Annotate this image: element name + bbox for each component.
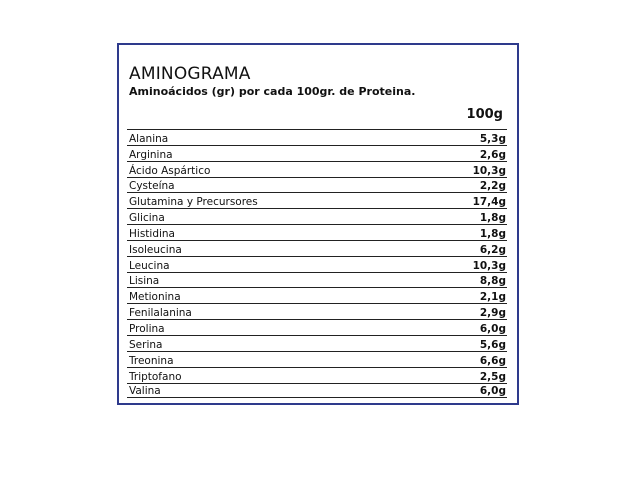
table-row bbox=[127, 192, 507, 208]
amino-name: Histidina bbox=[129, 227, 175, 240]
amino-value: 2,2g bbox=[479, 180, 506, 193]
amino-name: Fenilalanina bbox=[129, 307, 192, 320]
amino-value: 6,6g bbox=[479, 354, 506, 367]
amino-name: Triptofano bbox=[129, 370, 182, 383]
amino-name: Valina bbox=[129, 385, 161, 398]
amino-name: Treonina bbox=[129, 354, 174, 367]
amino-name: Cysteína bbox=[129, 180, 175, 193]
amino-value: 2,9g bbox=[479, 307, 506, 320]
amino-name: Ácido Aspártico bbox=[129, 164, 211, 177]
table-row bbox=[127, 303, 507, 319]
table-row bbox=[127, 287, 507, 303]
amino-value: 1,8g bbox=[479, 227, 506, 240]
amino-table bbox=[127, 129, 507, 398]
aminogram-panel bbox=[117, 43, 519, 405]
table-row bbox=[127, 383, 507, 399]
amino-value: 6,0g bbox=[479, 385, 506, 398]
column-header: 100g bbox=[466, 107, 503, 122]
amino-value: 6,0g bbox=[479, 322, 506, 335]
table-row bbox=[127, 177, 507, 193]
table-row bbox=[127, 224, 507, 240]
table-row bbox=[127, 335, 507, 351]
table-row bbox=[127, 240, 507, 256]
amino-name: Lisina bbox=[129, 275, 160, 288]
amino-name: Glutamina y Precursores bbox=[129, 196, 258, 209]
table-row bbox=[127, 161, 507, 177]
amino-name: Prolina bbox=[129, 322, 165, 335]
panel-subtitle: Aminoácidos (gr) por cada 100gr. de Proteina. bbox=[129, 85, 416, 98]
amino-name: Alanina bbox=[129, 132, 169, 145]
table-row bbox=[127, 129, 507, 145]
table-row bbox=[127, 256, 507, 272]
amino-name: Metionina bbox=[129, 291, 181, 304]
amino-value: 5,6g bbox=[479, 338, 506, 351]
amino-value: 2,1g bbox=[479, 291, 506, 304]
amino-value: 2,6g bbox=[479, 148, 506, 161]
amino-name: Leucina bbox=[129, 259, 170, 272]
amino-name: Isoleucina bbox=[129, 243, 182, 256]
amino-value: 6,2g bbox=[479, 243, 506, 256]
panel-title: AMINOGRAMA bbox=[129, 64, 251, 84]
amino-value: 10,3g bbox=[472, 259, 506, 272]
table-row bbox=[127, 272, 507, 288]
table-row bbox=[127, 208, 507, 224]
amino-value: 10,3g bbox=[472, 164, 506, 177]
amino-value: 8,8g bbox=[479, 275, 506, 288]
table-row bbox=[127, 351, 507, 367]
table-row bbox=[127, 319, 507, 335]
amino-value: 1,8g bbox=[479, 212, 506, 225]
amino-value: 17,4g bbox=[472, 196, 506, 209]
amino-value: 5,3g bbox=[479, 132, 506, 145]
amino-value: 2,5g bbox=[479, 370, 506, 383]
table-row bbox=[127, 367, 507, 383]
amino-name: Glicina bbox=[129, 212, 165, 225]
amino-name: Serina bbox=[129, 338, 163, 351]
amino-name: Arginina bbox=[129, 148, 173, 161]
table-row bbox=[127, 145, 507, 161]
